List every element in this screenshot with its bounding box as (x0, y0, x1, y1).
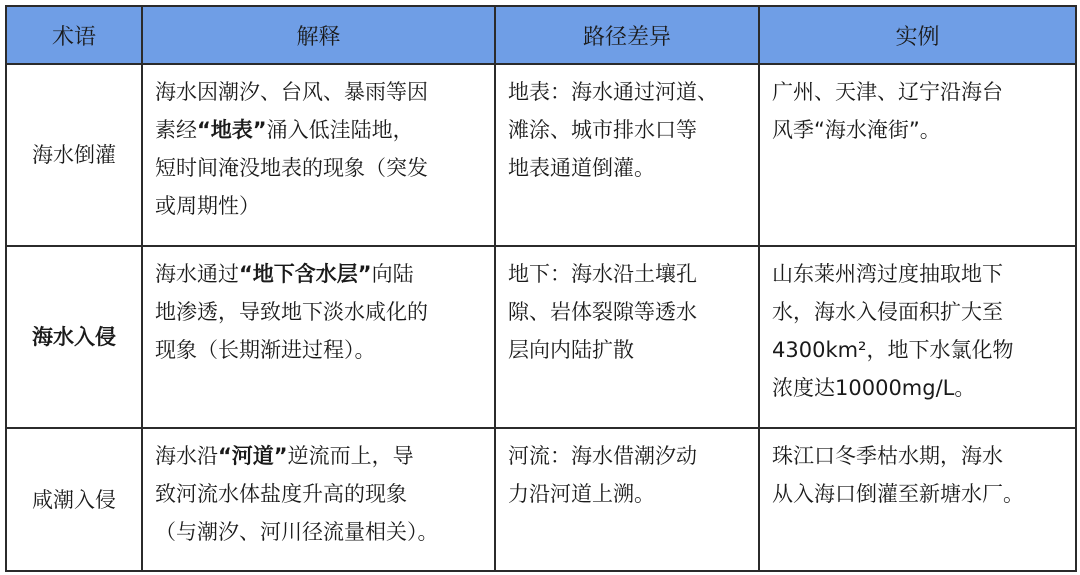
example-line: 4300km²，地下水氯化物 (772, 338, 1014, 362)
example-line: 浓度达10000mg/L。 (772, 376, 976, 400)
explanation-line (155, 149, 484, 187)
explanation-text: （与潮汐、河川径流量相关）。 (155, 520, 439, 544)
explanation-cell (142, 64, 495, 246)
explanation-text: 海水沿 (155, 444, 218, 468)
explanation-line (155, 475, 484, 513)
example-line: 风季“海水淹街”。 (772, 118, 941, 142)
comparison-table (5, 5, 1077, 572)
example-cell (759, 64, 1076, 246)
explanation-line (155, 331, 484, 369)
term-cell: 海水倒灌 (6, 64, 142, 246)
example-line: 珠江口冬季枯水期，海水 (772, 444, 1003, 468)
emphasis-text: “地表” (197, 118, 267, 142)
table-row (6, 428, 1076, 571)
explanation-text: 逆流而上，导 (287, 444, 414, 468)
path-difference-cell (495, 64, 759, 246)
example-line: 广州、天津、辽宁沿海台 (772, 80, 1003, 104)
explanation-cell (142, 246, 495, 428)
explanation-text: 海水通过 (155, 262, 239, 286)
path-line: 地表：海水通过河道、 (508, 80, 718, 104)
explanation-line (155, 73, 484, 111)
explanation-line (155, 111, 484, 149)
explanation-text: 向陆 (371, 262, 414, 286)
example-line: 山东莱州湾过度抽取地下 (772, 262, 1003, 286)
emphasis-text: “河道” (218, 444, 288, 468)
example-line: 水，海水入侵面积扩大至 (772, 300, 1003, 324)
header-term: 术语 (6, 6, 142, 64)
explanation-text: 现象（长期渐进过程）。 (155, 338, 376, 362)
emphasis-text: “地下含水层” (239, 262, 372, 286)
explanation-line (155, 255, 484, 293)
explanation-text: 短时间淹没地表的现象（突发 (155, 156, 428, 180)
header-example: 实例 (759, 6, 1076, 64)
explanation-cell (142, 428, 495, 571)
explanation-text: 致河流水体盐度升高的现象 (155, 482, 407, 506)
term-cell: 海水入侵 (6, 246, 142, 428)
term-cell: 咸潮入侵 (6, 428, 142, 571)
explanation-line (155, 513, 484, 551)
path-line: 力沿河道上溯。 (508, 482, 655, 506)
path-line: 地表通道倒灌。 (508, 156, 655, 180)
explanation-line (155, 187, 484, 225)
header-explanation: 解释 (142, 6, 495, 64)
explanation-text: 地渗透，导致地下淡水咸化的 (155, 300, 428, 324)
example-cell (759, 428, 1076, 571)
table-row (6, 246, 1076, 428)
explanation-text: 海水因潮汐、台风、暴雨等因 (155, 80, 428, 104)
explanation-text: 或周期性） (155, 194, 260, 218)
path-line: 河流：海水借潮汐动 (508, 444, 697, 468)
explanation-text: 涌入低洼陆地， (266, 118, 414, 142)
path-difference-cell (495, 428, 759, 571)
explanation-line (155, 437, 484, 475)
path-line: 隙、岩体裂隙等透水 (508, 300, 697, 324)
example-line: 从入海口倒灌至新塘水厂。 (772, 482, 1024, 506)
explanation-text: 素经 (155, 118, 197, 142)
path-difference-cell (495, 246, 759, 428)
header-row (6, 6, 1076, 64)
path-line: 地下：海水沿土壤孔 (508, 262, 697, 286)
header-path-difference: 路径差异 (495, 6, 759, 64)
path-line: 滩涂、城市排水口等 (508, 118, 697, 142)
explanation-line (155, 293, 484, 331)
path-line: 层向内陆扩散 (508, 338, 634, 362)
table-row (6, 64, 1076, 246)
example-cell (759, 246, 1076, 428)
